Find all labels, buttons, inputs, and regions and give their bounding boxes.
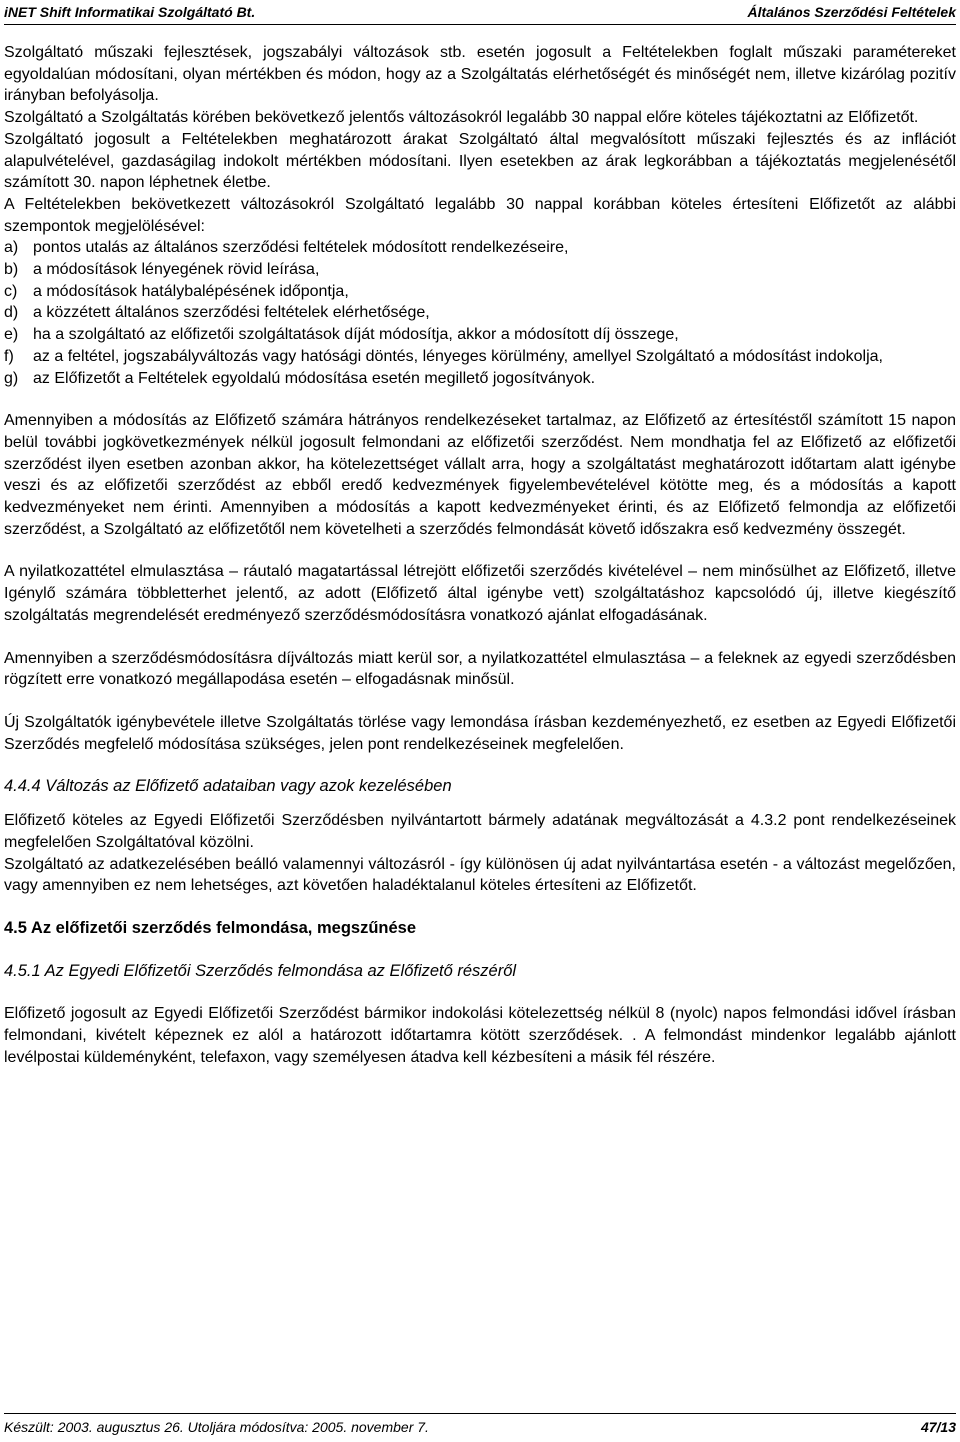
paragraph: Szolgáltató műszaki fejlesztések, jogszabályi változások stb. esetén jogosult a Feltételekben foglalt műszaki paramétereket egyoldalúan módosítani, olyan mértékben és módon, hogy az a Szolgáltatás elérhetőségét és minőségét nem, illetve kizárólag pozitív irányban befolyásolja. — [4, 44, 956, 105]
page-number: 47/13 — [920, 1419, 956, 1435]
list-item-text: pontos utalás az általános szerződési feltételek módosított rendelkezéseire, — [33, 239, 569, 257]
paragraph: A nyilatkozattétel elmulasztása – ráutaló magatartással létrejött előfizetői szerződés kivételével – nem minősülhet az Előfizető, illetve Igénylő számára többletterhet jelentő, az adott (Előfizető által igénybe vett) szolgáltatáshoz kapcsolódó új, illetve kiegészítő szolgáltatás megrendelését eredményező szerződésmódosításra vonatkozó ajánlat elfogadásának. — [4, 563, 956, 624]
list-item-letter: g) — [4, 369, 19, 387]
list-item — [4, 281, 956, 303]
list-item-text: a közzétett általános szerződési feltételek elérhetősége, — [33, 304, 430, 322]
paragraph: Új Szolgáltatók igénybevétele illetve Szolgáltatás törlése vagy lemondása írásban kezdeményezhető, ez esetben az Egyedi Előfizetői Szerződés megfelelő módosítása szükséges, jelen pont rendelkezéseinek megfelelően. — [4, 713, 956, 753]
list-item-text: ha a szolgáltató az előfizetői szolgáltatások díját módosítja, akkor a módosított díj összege, — [33, 326, 679, 344]
footer-rule — [4, 1413, 956, 1414]
list-item — [4, 237, 956, 259]
paragraph: Szolgáltató az adatkezelésében beálló valamennyi változásról - így különösen új adat nyilvántartása esetén - a változást megelőzően, vagy amennyiben ez nem lehetséges, azt követően haladéktalanul köteles értesíteni az Előfizetőt. — [4, 855, 956, 895]
section-heading-4-5-1: 4.5.1 Az Egyedi Előfizetői Szerződés felmondása az Előfizető részéről — [4, 961, 517, 980]
list-item-text: a módosítások hatálybalépésének időpontja, — [33, 282, 349, 300]
header-company: iNET Shift Informatikai Szolgáltató Bt. — [4, 4, 256, 20]
document-body — [4, 42, 956, 1068]
list-item-text: a módosítások lényegének rövid leírása, — [33, 261, 320, 279]
list-item-text: az Előfizetőt a Feltételek egyoldalú módosítása esetén megillető jogosítványok. — [33, 369, 596, 387]
list-item — [4, 368, 956, 390]
paragraph: Amennyiben a szerződésmódosításra díjváltozás miatt kerül sor, a nyilatkozattétel elmulasztása – a feleknek az egyedi szerződésben rögzített erre vonatkozó megállapodása esetén – elfogadásnak minősül. — [4, 649, 956, 689]
list-item — [4, 324, 956, 346]
footer-dates: Készült: 2003. augusztus 26. Utoljára módosítva: 2005. november 7. — [4, 1419, 429, 1435]
list-item — [4, 302, 956, 324]
list-item-text: az a feltétel, jogszabályváltozás vagy hatósági döntés, lényeges körülmény, amellyel Szolgáltató a módosítást indokolja, — [33, 347, 883, 365]
paragraph: Szolgáltató a Szolgáltatás körében bekövetkező jelentős változásokról legalább 30 nappal előre köteles tájékoztatni az Előfizetőt. — [4, 109, 919, 127]
paragraph: Szolgáltató jogosult a Feltételekben meghatározott árakat Szolgáltató által megvalósított műszaki fejlesztés és az inflációt alapulvételével, gazdaságilag indokolt mértékben módosítani. Ilyen esetekben az árak legkorábban a tájékoztatás megjelenésétől számított 30. napon léphetnek életbe. — [4, 130, 956, 192]
paragraph: A Feltételekben bekövetkezett változásokról Szolgáltató legalább 30 nappal korábban köteles értesíteni Előfizetőt az alábbi szempontok megjelölésével: — [4, 195, 956, 235]
header-document-title: Általános Szerződési Feltételek — [747, 4, 956, 20]
list-item-letter: d) — [4, 304, 19, 322]
section-heading-4-5: 4.5 Az előfizetői szerződés felmondása, megszűnése — [4, 918, 417, 937]
list-item-letter: c) — [4, 282, 18, 300]
list-item-letter: a) — [4, 239, 19, 257]
list-item — [4, 346, 956, 368]
paragraph: Amennyiben a módosítás az Előfizető számára hátrányos rendelkezéseket tartalmaz, az Előfizető az értesítéstől számított 15 napon belül további jogkövetkezmények nélkül jogosult felmondani az előfizetői szerződést. Nem mondhatja fel az Előfizető az előfizetői szerződést ilyen esetben azonban akkor, ha kötelezettséget vállalt arra, hogy a szolgáltatást meghatározott időtartam alatt igénybe veszi és az előfizetői szerződést az ebből eredő kedvezmények figyelembevételével kötötte meg, és a módosítás a kapott kedvezményeket nem érinti. Amennyiben a módosítás a kapott kedvezményeket érinti, és az Előfizető felmondja az előfizetői szerződést, a Szolgáltató az előfizetőtől nem követelheti a szerződés felmondását követő időszakra eső kedvezmény összegét. — [4, 412, 956, 538]
page-header — [0, 0, 960, 26]
paragraph: Előfizető jogosult az Egyedi Előfizetői Szerződést bármikor indokolási kötelezettség nélkül 8 (nyolc) napos felmondási idővel írásban felmondani, kivételt képeznek ez alól a határozott időtartamra kötött szerződések. . A felmondást mindenkor legalább ajánlott levélpostai küldeményként, telefaxon, vagy személyesen átadva kell kézbesíteni a másik fél részére. — [4, 1005, 956, 1066]
section-heading-4-4-4: 4.4.4 Változás az Előfizető adataiban vagy azok kezelésében — [4, 777, 452, 796]
list-item — [4, 259, 956, 281]
criteria-list — [4, 237, 956, 389]
list-item-letter: f) — [4, 347, 14, 365]
header-rule — [4, 24, 956, 25]
list-item-letter: b) — [4, 261, 19, 279]
list-item-letter: e) — [4, 326, 19, 344]
page-footer — [0, 1413, 960, 1442]
paragraph: Előfizető köteles az Egyedi Előfizetői Szerződésben nyilvántartott bármely adatának megváltozását a 4.3.2 pont rendelkezéseinek megfelelően Szolgáltatóval közölni. — [4, 812, 956, 851]
